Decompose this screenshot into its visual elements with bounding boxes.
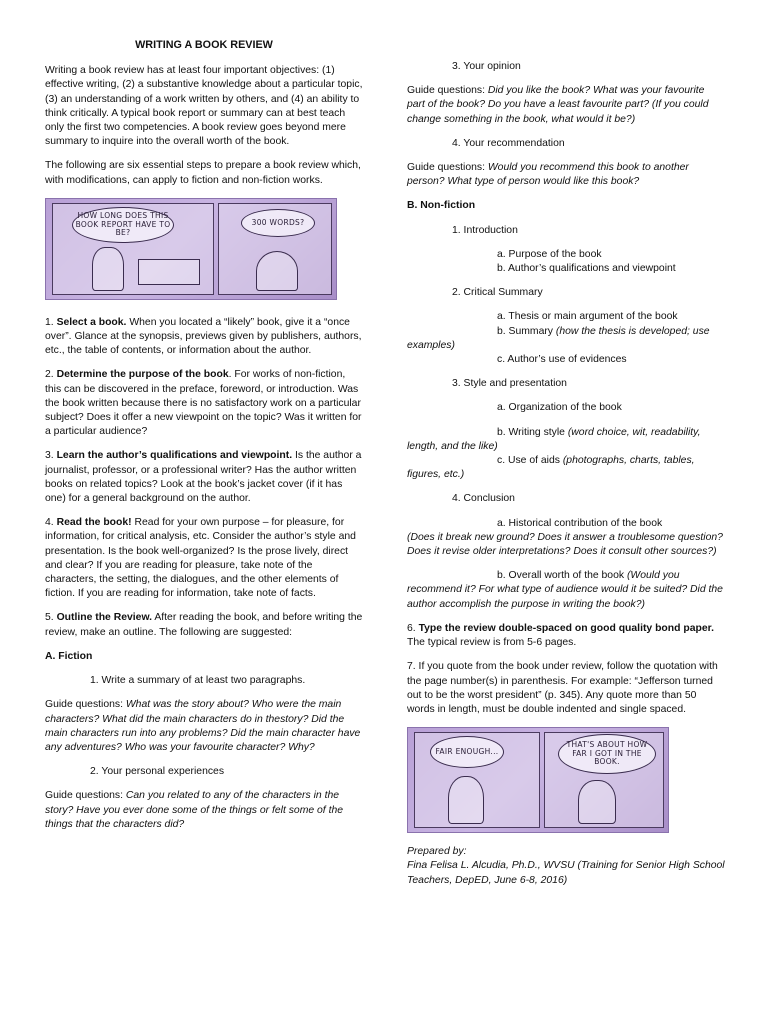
nonfiction-conc-b: b. Overall worth of the book (Would you recommend it? For what type of audience would it be suited? Did the author accomplish the purpose in writing the book?) (407, 570, 723, 610)
step-6: 6. Type the review double-spaced on good quality bond paper. The typical review is from 5-6 pages. (407, 622, 714, 649)
step-5: 5. Outline the Review. After reading the book, and before writing the review, make an outline. The following are suggested: (45, 612, 363, 638)
cartoon-figure-icon (256, 251, 298, 291)
speech-bubble: 300 WORDS? (241, 209, 315, 237)
speech-bubble: THAT'S ABOUT HOW FAR I GOT IN THE BOOK. (558, 734, 656, 774)
step-2: 2. Determine the purpose of the book. For works of non-fiction, this can be discovered in the preface, foreword, or introduction. Was the book written because there is no satisfactory work on a particular subject? Does it offer a new viewpoint on the topic? Was it written for a particular audience? (45, 369, 362, 438)
fiction-guide-2: Guide questions: Can you related to any of the characters in the story? Have you ever done some of the things or felt some of the things that the characters did? (45, 790, 344, 830)
fiction-item-4: 4. Your recommendation (452, 137, 565, 149)
left-column (45, 34, 363, 842)
fiction-guide-3: Guide questions: Did you like the book? What was your favourite part of the book? Do you have a least favourite part? (If you could change something in the book, what would it be?) (407, 85, 709, 125)
cartoon-desk-icon (138, 259, 200, 285)
cartoon-figure-icon (578, 780, 616, 824)
nonfiction-sp-b: b. Writing style (word choice, wit, readability, length, and the like) (407, 426, 701, 452)
speech-bubble: FAIR ENOUGH... (430, 736, 504, 768)
nonfiction-cs-a: a. Thesis or main argument of the book (497, 311, 678, 323)
nonfiction-intro-b: b. Author’s qualifications and viewpoint (497, 263, 676, 275)
fiction-item-2: 2. Your personal experiences (90, 766, 225, 778)
cartoon-figure-icon (92, 247, 124, 291)
comic-strip-2 (407, 727, 669, 833)
nonfiction-style: 3. Style and presentation (452, 378, 567, 390)
nonfiction-heading: B. Non-fiction (407, 200, 476, 212)
nonfiction-cs-b: b. Summary (how the thesis is developed; use examples) (407, 325, 710, 351)
nonfiction-critical-summary: 2. Critical Summary (452, 287, 543, 299)
speech-bubble: HOW LONG DOES THIS BOOK REPORT HAVE TO BE? (72, 207, 174, 243)
prepared-by-label: Prepared by: (407, 846, 467, 858)
step-7: 7. If you quote from the book under review, follow the quotation with the page number(s) in parenthesis. For example: “Jefferson turned out to be the worst president” (p. 345). Any quote more than 50 words in length, must be double indented and single spaced. (407, 661, 718, 715)
step-4: 4. Read the book! Read for your own purpose – for pleasure, for information, for critical analysis, etc. Consider the author’s style and presentation. Is the book well-organized? Is the prose lively, direct and clear? If you are reading for pleasure, take note of the characters, the setting, the dialogues, and the other elements of fiction. If you are reading for information, take note of facts. (45, 517, 356, 600)
fiction-item-1: 1. Write a summary of at least two paragraphs. (90, 675, 306, 687)
step-1: 1. Select a book. When you located a “likely” book, give it a “once over”. Glance at the synopsis, previews given by publishers, authors, etc., the table of contents, or information about the author. (45, 316, 362, 357)
fiction-guide-1: Guide questions: What was the story about? Who were the main characters? What did the main characters do in thestory? Did the main characters run into any problems? Did the main character have any adventures? Who was your favourite character? Why? (45, 699, 361, 753)
fiction-item-3: 3. Your opinion (452, 61, 521, 72)
prepared-by-text: Fina Felisa L. Alcudia, Ph.D., WVSU (Training for Senior High School Teachers, DepED, June 6-8, 2016) (407, 860, 725, 886)
nonfiction-intro-a: a. Purpose of the book (497, 248, 602, 260)
cartoon-figure-icon (448, 776, 484, 824)
nonfiction-conc-a: a. Historical contribution of the book (Does it break new ground? Does it answer a troublesome question? Does it revise older interpretations? Does it consult other sources?) (407, 517, 723, 558)
comic-strip-1 (45, 198, 337, 300)
nonfiction-sp-a: a. Organization of the book (497, 402, 622, 414)
page-title: WRITING A BOOK REVIEW (135, 39, 273, 51)
nonfiction-conclusion: 4. Conclusion (452, 493, 515, 505)
right-column (407, 60, 725, 888)
fiction-heading: A. Fiction (45, 650, 93, 662)
intro-paragraph-1: Writing a book review has at least four important objectives: (1) effective writing, (2) a substantive knowledge about a particular topic, (3) an understanding of a work written by others, and (4) an ability to think critically. A typical book report or summary can at best teach only the first two competencies. A book review goes beyond mere summary to inquire into the overall worth of the book. (45, 65, 363, 148)
nonfiction-cs-c: c. Author’s use of evidences (497, 354, 627, 366)
fiction-guide-4: Guide questions: Would you recommend this book to another person? What type of person would like this book? (407, 162, 689, 188)
nonfiction-intro: 1. Introduction (452, 224, 518, 236)
step-3: 3. Learn the author’s qualifications and viewpoint. Is the author a journalist, professor, or a professional writer? Has the author written books on related topics? Look at the book’s jacket cover (if it has one) for a general background on the author. (45, 450, 362, 505)
intro-paragraph-2: The following are six essential steps to prepare a book review which, with modifications, can apply to fiction and non-fiction works. (45, 160, 361, 186)
nonfiction-sp-c: c. Use of aids (photographs, charts, tables, figures, etc.) (407, 455, 695, 481)
